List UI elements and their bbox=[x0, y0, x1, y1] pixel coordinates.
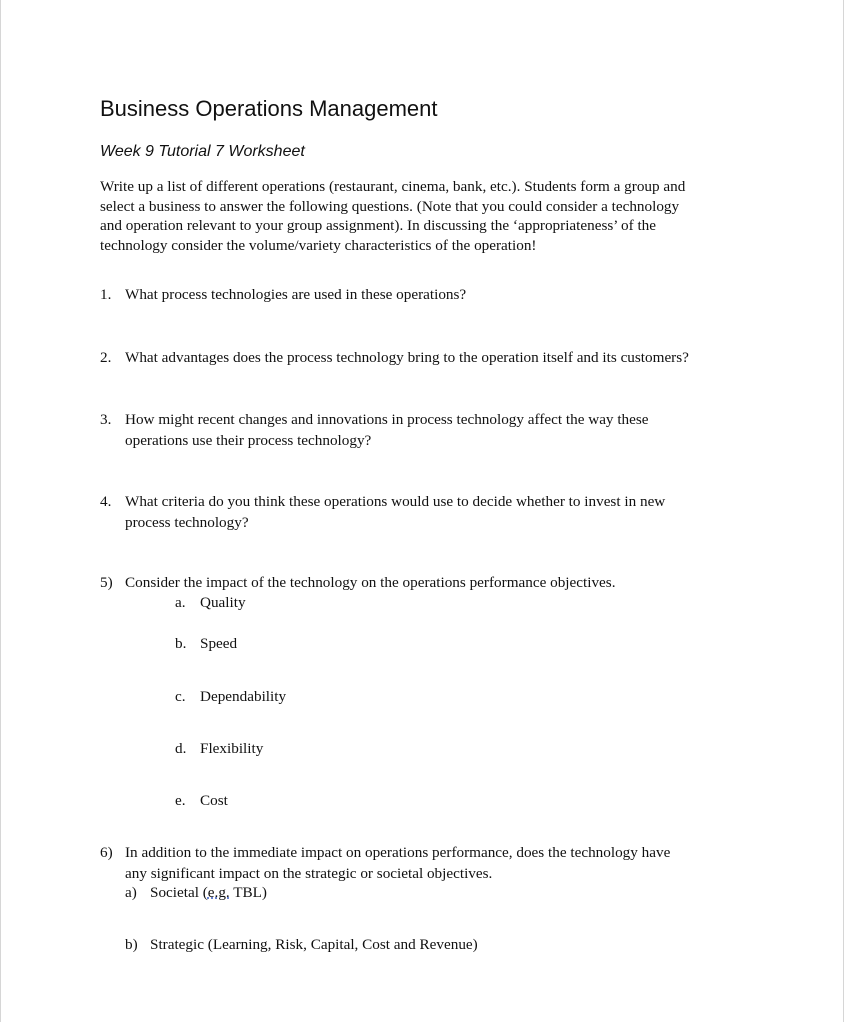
item-label: Flexibility bbox=[200, 740, 264, 757]
intro-line: select a business to answer the following questions. (Note that you could consider a technology bbox=[100, 197, 680, 215]
question-number: 1. bbox=[100, 286, 112, 303]
question-text: process technology? bbox=[125, 514, 249, 531]
intro-line: Write up a list of different operations (restaurant, cinema, bank, etc.). Students form a group and bbox=[100, 178, 686, 195]
item-number: b. bbox=[175, 635, 187, 652]
question-text: Consider the impact of the technology on the operations performance objectives. bbox=[125, 574, 616, 591]
intro-line: and operation relevant to your group assignment). In discussing the ‘appropriateness’ of the bbox=[100, 217, 657, 234]
item-label-pre: Societal ( bbox=[150, 884, 208, 901]
question-number: 4. bbox=[100, 493, 112, 510]
question-number: 5) bbox=[100, 574, 113, 591]
question-text: What advantages does the process technology bring to the operation itself and its customers? bbox=[125, 349, 689, 366]
eg-abbreviation: e.g. bbox=[207, 884, 230, 901]
item-number: a) bbox=[125, 884, 137, 901]
item-number: d. bbox=[175, 740, 187, 757]
question-number: 2. bbox=[100, 349, 112, 366]
item-label: Speed bbox=[200, 635, 238, 652]
question-text: In addition to the immediate impact on operations performance, does the technology have bbox=[125, 844, 671, 861]
question-text: What process technologies are used in these operations? bbox=[125, 286, 467, 303]
intro-paragraph bbox=[100, 177, 685, 255]
intro-line: technology consider the volume/variety characteristics of the operation! bbox=[100, 236, 537, 254]
question-text: What criteria do you think these operations would use to decide whether to invest in new bbox=[125, 493, 666, 510]
question-text: operations use their process technology? bbox=[125, 432, 372, 449]
item-label bbox=[150, 884, 267, 902]
question-number: 6) bbox=[100, 844, 113, 861]
document-title: Business Operations Management bbox=[100, 96, 438, 121]
item-label: Cost bbox=[200, 792, 228, 809]
document-subtitle: Week 9 Tutorial 7 Worksheet bbox=[100, 143, 305, 160]
item-number: b) bbox=[125, 936, 138, 953]
item-label: Quality bbox=[200, 594, 246, 611]
item-number: e. bbox=[175, 792, 186, 809]
item-number: a. bbox=[175, 594, 186, 611]
question-text: How might recent changes and innovations in process technology affect the way these bbox=[125, 411, 649, 428]
question-text: any significant impact on the strategic or societal objectives. bbox=[125, 865, 493, 882]
item-number: c. bbox=[175, 688, 186, 705]
item-label: Dependability bbox=[200, 688, 287, 705]
question-number: 3. bbox=[100, 411, 112, 428]
item-label: Strategic (Learning, Risk, Capital, Cost and Revenue) bbox=[150, 936, 478, 953]
item-label-post: TBL) bbox=[229, 884, 267, 901]
